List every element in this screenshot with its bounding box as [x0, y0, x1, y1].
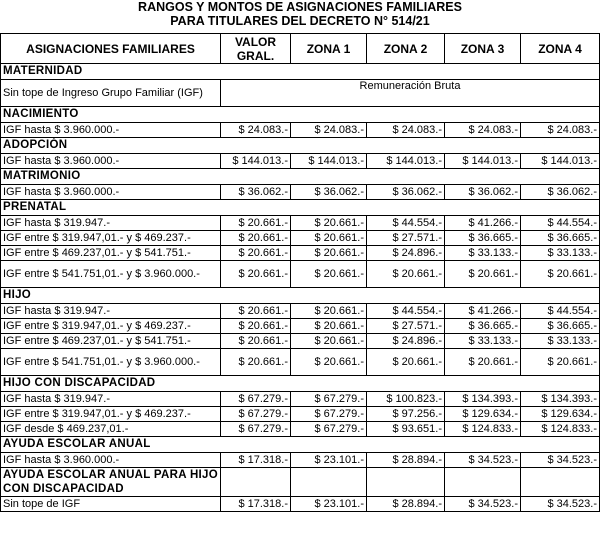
value-cell: $ 67.279.-: [291, 422, 367, 437]
row-label: IGF hasta $ 319.947.-: [1, 216, 221, 231]
value-cell: $ 129.634.-: [521, 407, 600, 422]
table-row: [1, 407, 600, 422]
section-label: NACIMIENTO: [1, 107, 600, 123]
value-cell: $ 124.833.-: [521, 422, 600, 437]
row-label: IGF hasta $ 319.947.-: [1, 304, 221, 319]
value-cell: $ 20.661.-: [367, 349, 445, 376]
value-cell: $ 28.894.-: [367, 453, 445, 468]
section-row: [1, 437, 600, 453]
row-label: IGF desde $ 469.237,01.-: [1, 422, 221, 437]
value-cell: $ 24.083.-: [367, 123, 445, 138]
empty-cell: [367, 468, 445, 497]
value-cell: $ 24.896.-: [367, 334, 445, 349]
value-cell: $ 129.634.-: [445, 407, 521, 422]
table-row: [1, 304, 600, 319]
table-row: [1, 231, 600, 246]
table-row: [1, 319, 600, 334]
section-row: [1, 288, 600, 304]
header-valor-gral: VALOR GRAL.: [221, 34, 291, 64]
row-label: IGF entre $ 319.947,01.- y $ 469.237.-: [1, 407, 221, 422]
section-label: MATERNIDAD: [1, 64, 600, 80]
value-cell: $ 20.661.-: [445, 349, 521, 376]
table-row: [1, 453, 600, 468]
value-cell: $ 24.083.-: [291, 123, 367, 138]
value-cell: $ 34.523.-: [521, 497, 600, 512]
value-cell: $ 20.661.-: [221, 261, 291, 288]
header-zona-2: ZONA 2: [367, 34, 445, 64]
value-cell: $ 17.318.-: [221, 497, 291, 512]
table-row: [1, 392, 600, 407]
header-zona-4: ZONA 4: [521, 34, 600, 64]
section-label: HIJO CON DISCAPACIDAD: [1, 376, 600, 392]
section-label: AYUDA ESCOLAR ANUAL PARA HIJO CON DISCAPACIDAD: [1, 468, 221, 497]
table-row: [1, 123, 600, 138]
value-cell: $ 144.013.-: [367, 154, 445, 169]
value-cell: $ 144.013.-: [221, 154, 291, 169]
value-cell: $ 23.101.-: [291, 497, 367, 512]
value-cell: $ 20.661.-: [445, 261, 521, 288]
value-cell: $ 134.393.-: [445, 392, 521, 407]
value-cell: $ 44.554.-: [521, 304, 600, 319]
row-label: IGF entre $ 541.751,01.- y $ 3.960.000.-: [1, 261, 221, 288]
table-row: [1, 349, 600, 376]
value-cell: $ 36.665.-: [445, 231, 521, 246]
value-cell: $ 27.571.-: [367, 231, 445, 246]
value-cell: $ 20.661.-: [221, 349, 291, 376]
value-cell: $ 20.661.-: [221, 246, 291, 261]
value-cell: $ 33.133.-: [521, 246, 600, 261]
table-row: [1, 80, 600, 107]
row-label: IGF hasta $ 3.960.000.-: [1, 123, 221, 138]
section-row: [1, 200, 600, 216]
value-cell: $ 34.523.-: [445, 497, 521, 512]
row-label: IGF hasta $ 3.960.000.-: [1, 185, 221, 200]
value-cell: $ 20.661.-: [221, 216, 291, 231]
title-line-2: PARA TITULARES DEL DECRETO N° 514/21: [170, 14, 430, 28]
value-cell: $ 100.823.-: [367, 392, 445, 407]
value-cell: $ 28.894.-: [367, 497, 445, 512]
row-label: IGF entre $ 541.751,01.- y $ 3.960.000.-: [1, 349, 221, 376]
header-zona-1: ZONA 1: [291, 34, 367, 64]
value-cell: $ 24.896.-: [367, 246, 445, 261]
value-cell: $ 41.266.-: [445, 304, 521, 319]
value-cell: $ 34.523.-: [521, 453, 600, 468]
value-cell: $ 24.083.-: [221, 123, 291, 138]
value-cell: $ 20.661.-: [291, 319, 367, 334]
value-cell: $ 33.133.-: [521, 334, 600, 349]
row-label: Sin tope de Ingreso Grupo Familiar (IGF): [1, 80, 221, 107]
value-cell: $ 67.279.-: [291, 407, 367, 422]
value-cell: $ 17.318.-: [221, 453, 291, 468]
value-cell: $ 93.651.-: [367, 422, 445, 437]
row-label: IGF entre $ 469.237,01.- y $ 541.751.-: [1, 334, 221, 349]
section-row: [1, 138, 600, 154]
value-cell: $ 20.661.-: [291, 246, 367, 261]
empty-cell: [221, 468, 291, 497]
value-cell: $ 36.062.-: [367, 185, 445, 200]
section-label: PRENATAL: [1, 200, 600, 216]
value-cell: $ 24.083.-: [445, 123, 521, 138]
value-cell: $ 36.665.-: [521, 231, 600, 246]
value-cell: $ 20.661.-: [291, 304, 367, 319]
value-cell: $ 36.665.-: [445, 319, 521, 334]
table-row: [1, 216, 600, 231]
value-cell: $ 67.279.-: [291, 392, 367, 407]
value-cell: $ 41.266.-: [445, 216, 521, 231]
value-cell: $ 20.661.-: [221, 334, 291, 349]
value-cell: $ 144.013.-: [521, 154, 600, 169]
value-cell: $ 33.133.-: [445, 246, 521, 261]
row-label: IGF entre $ 469.237,01.- y $ 541.751.-: [1, 246, 221, 261]
section-label: AYUDA ESCOLAR ANUAL: [1, 437, 600, 453]
value-cell: $ 97.256.-: [367, 407, 445, 422]
span-value: Remuneración Bruta: [221, 80, 600, 107]
row-label: IGF hasta $ 319.947.-: [1, 392, 221, 407]
value-cell: $ 36.665.-: [521, 319, 600, 334]
value-cell: $ 20.661.-: [521, 349, 600, 376]
value-cell: $ 144.013.-: [445, 154, 521, 169]
value-cell: $ 67.279.-: [221, 392, 291, 407]
empty-cell: [291, 468, 367, 497]
table-row: [1, 422, 600, 437]
table-row: [1, 246, 600, 261]
document-title: [0, 0, 600, 28]
row-label: IGF entre $ 319.947,01.- y $ 469.237.-: [1, 319, 221, 334]
title-line-1: RANGOS Y MONTOS DE ASIGNACIONES FAMILIARES: [138, 0, 462, 14]
section-row: [1, 64, 600, 80]
value-cell: $ 27.571.-: [367, 319, 445, 334]
header-row: [1, 34, 600, 64]
table-row: [1, 261, 600, 288]
section-row: [1, 169, 600, 185]
section-row: [1, 468, 600, 497]
value-cell: $ 36.062.-: [521, 185, 600, 200]
section-label: MATRIMONIO: [1, 169, 600, 185]
value-cell: $ 33.133.-: [445, 334, 521, 349]
value-cell: $ 67.279.-: [221, 407, 291, 422]
value-cell: $ 36.062.-: [221, 185, 291, 200]
header-asignaciones: ASIGNACIONES FAMILIARES: [1, 34, 221, 64]
value-cell: $ 20.661.-: [291, 261, 367, 288]
empty-cell: [521, 468, 600, 497]
value-cell: $ 36.062.-: [291, 185, 367, 200]
value-cell: $ 36.062.-: [445, 185, 521, 200]
value-cell: $ 44.554.-: [367, 216, 445, 231]
value-cell: $ 134.393.-: [521, 392, 600, 407]
value-cell: $ 20.661.-: [221, 231, 291, 246]
section-label: HIJO: [1, 288, 600, 304]
empty-cell: [445, 468, 521, 497]
value-cell: $ 20.661.-: [521, 261, 600, 288]
value-cell: $ 67.279.-: [221, 422, 291, 437]
value-cell: $ 124.833.-: [445, 422, 521, 437]
row-label: IGF hasta $ 3.960.000.-: [1, 453, 221, 468]
table-row: [1, 334, 600, 349]
value-cell: $ 144.013.-: [291, 154, 367, 169]
section-label: ADOPCIÓN: [1, 138, 600, 154]
value-cell: $ 24.083.-: [521, 123, 600, 138]
row-label: IGF entre $ 319.947,01.- y $ 469.237.-: [1, 231, 221, 246]
value-cell: $ 44.554.-: [521, 216, 600, 231]
table-row: [1, 154, 600, 169]
value-cell: $ 20.661.-: [291, 349, 367, 376]
row-label: Sin tope de IGF: [1, 497, 221, 512]
value-cell: $ 20.661.-: [221, 304, 291, 319]
value-cell: $ 20.661.-: [221, 319, 291, 334]
value-cell: $ 44.554.-: [367, 304, 445, 319]
table-row: [1, 185, 600, 200]
value-cell: $ 34.523.-: [445, 453, 521, 468]
section-row: [1, 107, 600, 123]
asignaciones-table: [0, 33, 600, 512]
value-cell: $ 20.661.-: [291, 231, 367, 246]
row-label: IGF hasta $ 3.960.000.-: [1, 154, 221, 169]
table-row: [1, 497, 600, 512]
section-row: [1, 376, 600, 392]
value-cell: $ 20.661.-: [367, 261, 445, 288]
table-body: [1, 64, 600, 512]
value-cell: $ 20.661.-: [291, 216, 367, 231]
header-zona-3: ZONA 3: [445, 34, 521, 64]
value-cell: $ 23.101.-: [291, 453, 367, 468]
value-cell: $ 20.661.-: [291, 334, 367, 349]
